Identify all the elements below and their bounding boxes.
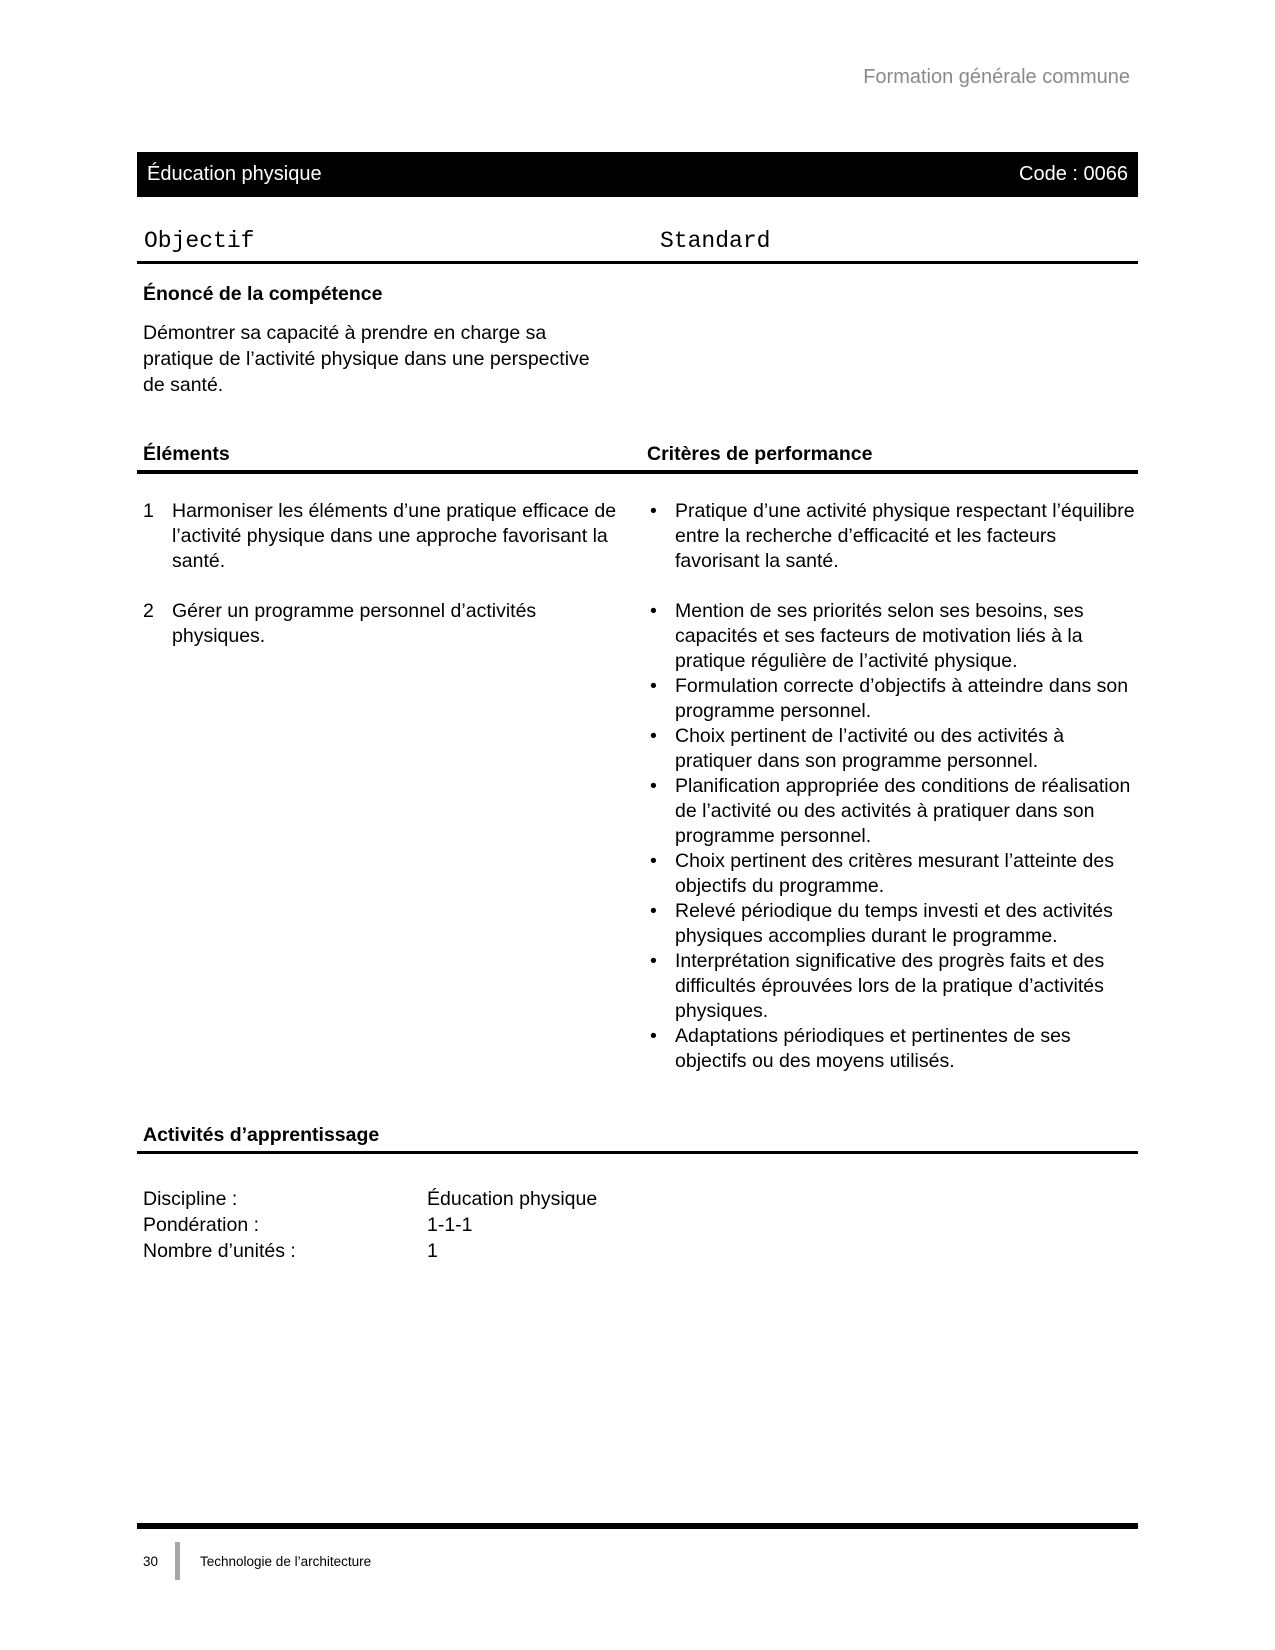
activities-row-value: 1-1-1 <box>427 1214 473 1236</box>
criteria-column-heading: Critères de performance <box>647 443 873 465</box>
activities-row-label: Nombre d’unités : <box>143 1240 296 1262</box>
criteria-item <box>648 674 1138 724</box>
footer-divider-bar <box>175 1542 180 1580</box>
criteria-text: Choix pertinent des critères mesurant l’atteinte des objectifs du programme. <box>675 850 1114 897</box>
activities-row <box>143 1212 597 1238</box>
element-number: 1 <box>143 500 154 522</box>
elements-column-heading: Éléments <box>143 443 230 465</box>
course-title-bar <box>137 152 1138 197</box>
criteria-item <box>648 849 1138 899</box>
criteria-item <box>648 774 1138 849</box>
criteria-item <box>648 599 1138 674</box>
program-name: Technologie de l’architecture <box>200 1553 372 1569</box>
bullet-icon: • <box>650 600 657 622</box>
activities-row <box>143 1238 597 1264</box>
criteria-text: Interprétation significative des progrès faits et des difficultés éprouvées lors de la pratique d’activités physiques. <box>675 950 1105 1022</box>
element-item <box>137 599 648 649</box>
footer-rule <box>137 1523 1138 1529</box>
activities-row-value: 1 <box>427 1240 438 1262</box>
bullet-icon: • <box>650 900 657 922</box>
objectif-heading: Objectif <box>144 228 255 254</box>
criteria-text: Adaptations périodiques et pertinentes de ses objectifs ou des moyens utilisés. <box>675 1025 1071 1072</box>
objectif-standard-row <box>137 224 1138 264</box>
activities-row-label: Pondération : <box>143 1214 260 1236</box>
criteria-item <box>648 949 1138 1024</box>
activities-row <box>143 1186 597 1212</box>
bullet-icon: • <box>650 675 657 697</box>
standard-heading: Standard <box>660 228 771 254</box>
element-number: 2 <box>143 600 154 622</box>
page-number: 30 <box>143 1553 159 1569</box>
element-item <box>137 499 648 574</box>
activities-row-value: Éducation physique <box>427 1188 598 1210</box>
criteria-text: Mention de ses priorités selon ses besoins, ses capacités et ses facteurs de motivation liés à la pratique régulière de l’activité physique. <box>675 600 1084 672</box>
criteria-text: Pratique d’une activité physique respectant l’équilibre entre la recherche d’efficacité et les facteurs favorisant la santé. <box>675 500 1135 572</box>
criteria-item <box>648 724 1138 774</box>
criteria-text: Relevé périodique du temps investi et des activités physiques accomplies durant le programme. <box>675 900 1113 947</box>
activities-details <box>143 1186 597 1264</box>
criteria-item <box>648 499 1138 574</box>
course-code: Code : 0066 <box>1019 163 1128 185</box>
criteria-text: Formulation correcte d’objectifs à atteindre dans son programme personnel. <box>675 675 1129 722</box>
bullet-icon: • <box>650 1025 657 1047</box>
criteria-item <box>648 1024 1138 1074</box>
table-header-row <box>137 440 1138 474</box>
criteria-column <box>648 499 1138 1074</box>
criteria-text: Planification appropriée des conditions de réalisation de l’activité ou des activités à pratiquer dans son programme personnel. <box>675 775 1131 847</box>
course-title: Éducation physique <box>147 163 322 185</box>
element-text: Harmoniser les éléments d’une pratique efficace de l’activité physique dans une approche favorisant la santé. <box>172 500 617 572</box>
criteria-item <box>648 899 1138 949</box>
elements-criteria-table <box>137 499 1138 1074</box>
element-text: Gérer un programme personnel d’activités physiques. <box>172 600 537 647</box>
bullet-icon: • <box>650 725 657 747</box>
page-footer <box>143 1541 371 1581</box>
bullet-icon: • <box>650 950 657 972</box>
activities-heading-row <box>137 1124 1138 1154</box>
activities-heading: Activités d’apprentissage <box>143 1124 380 1146</box>
criteria-text: Choix pertinent de l’activité ou des activités à pratiquer dans son programme personnel. <box>675 725 1065 772</box>
competence-heading: Énoncé de la compétence <box>143 283 383 305</box>
competence-statement: Démontrer sa capacité à prendre en charge sa pratique de l’activité physique dans une perspective de santé. <box>143 322 590 396</box>
running-header: Formation générale commune <box>863 66 1130 88</box>
elements-column <box>137 499 648 1074</box>
activities-row-label: Discipline : <box>143 1188 238 1210</box>
bullet-icon: • <box>650 850 657 872</box>
bullet-icon: • <box>650 500 657 522</box>
bullet-icon: • <box>650 775 657 797</box>
